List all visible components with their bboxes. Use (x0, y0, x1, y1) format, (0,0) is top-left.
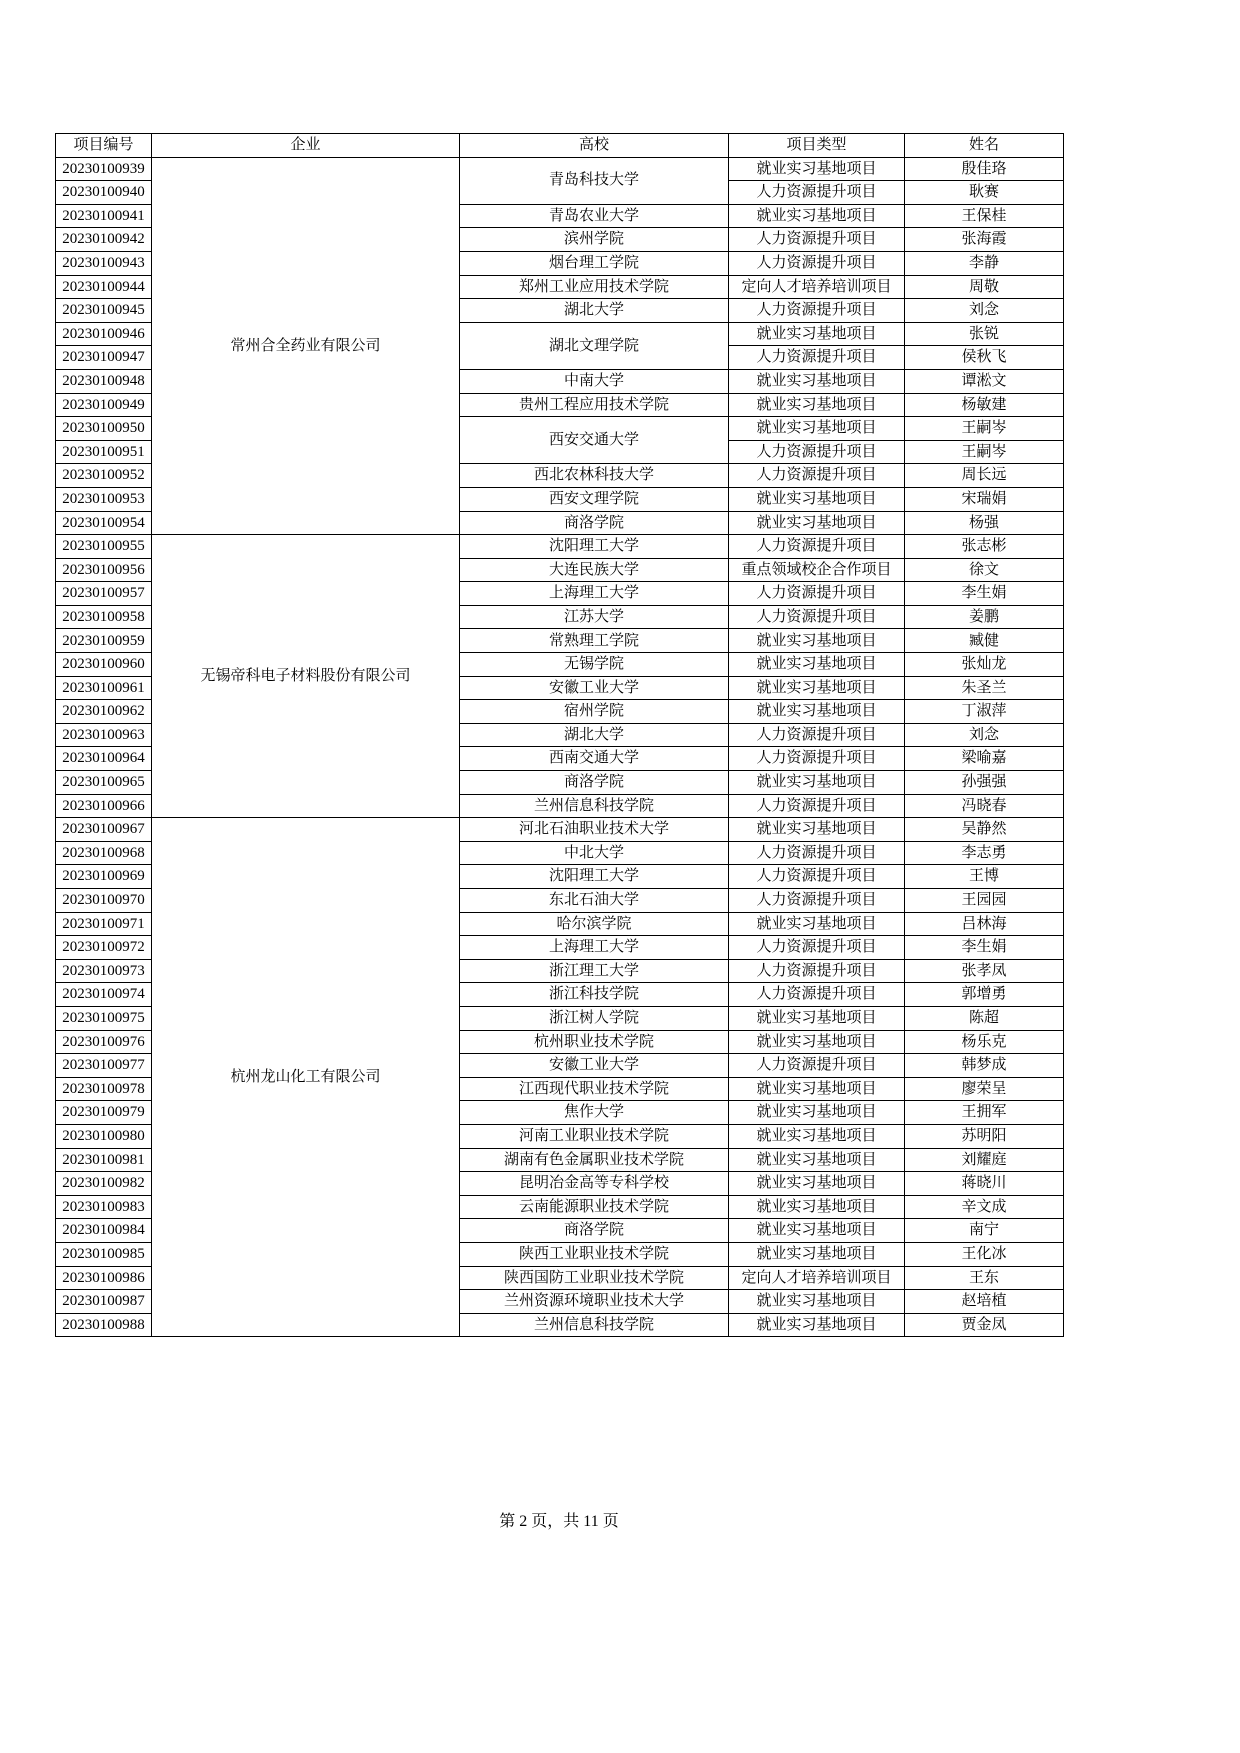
school-cell: 河北石油职业技术大学 (460, 818, 729, 842)
school-cell: 宿州学院 (460, 700, 729, 724)
school-cell: 湖北大学 (460, 299, 729, 323)
name-cell: 王拥军 (905, 1101, 1064, 1125)
school-cell: 商洛学院 (460, 511, 729, 535)
project-id-cell: 20230100945 (56, 299, 152, 323)
name-cell: 王博 (905, 865, 1064, 889)
project-type-cell: 就业实习基地项目 (729, 1148, 905, 1172)
project-id-cell: 20230100956 (56, 558, 152, 582)
table-row (56, 157, 1064, 181)
name-cell: 王化冰 (905, 1242, 1064, 1266)
project-id-cell: 20230100951 (56, 440, 152, 464)
name-cell: 刘念 (905, 723, 1064, 747)
project-id-cell: 20230100942 (56, 228, 152, 252)
project-type-cell: 就业实习基地项目 (729, 1290, 905, 1314)
project-id-cell: 20230100975 (56, 1006, 152, 1030)
project-type-cell: 定向人才培养培训项目 (729, 275, 905, 299)
project-type-cell: 人力资源提升项目 (729, 440, 905, 464)
project-type-cell: 就业实习基地项目 (729, 1172, 905, 1196)
header-row (56, 134, 1064, 158)
name-cell: 廖荣呈 (905, 1077, 1064, 1101)
school-cell: 无锡学院 (460, 653, 729, 677)
project-id-cell: 20230100988 (56, 1313, 152, 1337)
name-cell: 杨敏建 (905, 393, 1064, 417)
column-header: 企业 (152, 134, 460, 158)
project-type-cell: 人力资源提升项目 (729, 346, 905, 370)
project-type-cell: 人力资源提升项目 (729, 1054, 905, 1078)
project-id-cell: 20230100987 (56, 1290, 152, 1314)
project-type-cell: 就业实习基地项目 (729, 1124, 905, 1148)
name-cell: 耿赛 (905, 181, 1064, 205)
project-id-cell: 20230100963 (56, 723, 152, 747)
project-type-cell: 就业实习基地项目 (729, 157, 905, 181)
school-cell: 东北石油大学 (460, 889, 729, 913)
project-id-cell: 20230100957 (56, 582, 152, 606)
name-cell: 张海霞 (905, 228, 1064, 252)
name-cell: 王园园 (905, 889, 1064, 913)
school-cell: 贵州工程应用技术学院 (460, 393, 729, 417)
project-id-cell: 20230100961 (56, 676, 152, 700)
project-id-cell: 20230100946 (56, 322, 152, 346)
school-cell: 西安交通大学 (460, 417, 729, 464)
school-cell: 兰州信息科技学院 (460, 794, 729, 818)
project-type-cell: 人力资源提升项目 (729, 605, 905, 629)
table-header (56, 134, 1064, 158)
project-id-cell: 20230100953 (56, 487, 152, 511)
project-id-cell: 20230100940 (56, 181, 152, 205)
project-id-cell: 20230100966 (56, 794, 152, 818)
project-id-cell: 20230100955 (56, 535, 152, 559)
project-id-cell: 20230100981 (56, 1148, 152, 1172)
page-number: 第 2 页，共 11 页 (499, 1513, 619, 1530)
name-cell: 梁喻嘉 (905, 747, 1064, 771)
name-cell: 吴静然 (905, 818, 1064, 842)
project-type-cell: 定向人才培养培训项目 (729, 1266, 905, 1290)
company-cell: 杭州龙山化工有限公司 (152, 818, 460, 1337)
project-type-cell: 就业实习基地项目 (729, 771, 905, 795)
project-id-cell: 20230100941 (56, 204, 152, 228)
school-cell: 西南交通大学 (460, 747, 729, 771)
name-cell: 杨乐克 (905, 1030, 1064, 1054)
school-cell: 常熟理工学院 (460, 629, 729, 653)
project-id-cell: 20230100939 (56, 157, 152, 181)
name-cell: 郭增勇 (905, 983, 1064, 1007)
column-header: 姓名 (905, 134, 1064, 158)
project-type-cell: 人力资源提升项目 (729, 841, 905, 865)
name-cell: 冯晓春 (905, 794, 1064, 818)
school-cell: 上海理工大学 (460, 936, 729, 960)
name-cell: 丁淑萍 (905, 700, 1064, 724)
school-cell: 安徽工业大学 (460, 676, 729, 700)
school-cell: 杭州职业技术学院 (460, 1030, 729, 1054)
project-type-cell: 人力资源提升项目 (729, 299, 905, 323)
name-cell: 张孝凤 (905, 959, 1064, 983)
school-cell: 哈尔滨学院 (460, 912, 729, 936)
column-header: 高校 (460, 134, 729, 158)
name-cell: 王嗣岑 (905, 417, 1064, 441)
name-cell: 周长远 (905, 464, 1064, 488)
name-cell: 张锐 (905, 322, 1064, 346)
project-type-cell: 就业实习基地项目 (729, 369, 905, 393)
company-cell: 无锡帝科电子材料股份有限公司 (152, 535, 460, 818)
project-type-cell: 就业实习基地项目 (729, 322, 905, 346)
project-id-cell: 20230100986 (56, 1266, 152, 1290)
school-cell: 青岛农业大学 (460, 204, 729, 228)
project-type-cell: 人力资源提升项目 (729, 983, 905, 1007)
project-id-cell: 20230100964 (56, 747, 152, 771)
name-cell: 王保桂 (905, 204, 1064, 228)
name-cell: 韩梦成 (905, 1054, 1064, 1078)
project-id-cell: 20230100980 (56, 1124, 152, 1148)
project-id-cell: 20230100949 (56, 393, 152, 417)
project-id-cell: 20230100974 (56, 983, 152, 1007)
project-id-cell: 20230100948 (56, 369, 152, 393)
school-cell: 安徽工业大学 (460, 1054, 729, 1078)
project-type-cell: 人力资源提升项目 (729, 959, 905, 983)
project-id-cell: 20230100958 (56, 605, 152, 629)
school-cell: 滨州学院 (460, 228, 729, 252)
project-type-cell: 就业实习基地项目 (729, 653, 905, 677)
project-type-cell: 就业实习基地项目 (729, 912, 905, 936)
project-id-cell: 20230100968 (56, 841, 152, 865)
project-id-cell: 20230100967 (56, 818, 152, 842)
table-row (56, 818, 1064, 842)
project-type-cell: 人力资源提升项目 (729, 251, 905, 275)
project-type-cell: 就业实习基地项目 (729, 1219, 905, 1243)
company-cell: 常州合全药业有限公司 (152, 157, 460, 535)
project-type-cell: 人力资源提升项目 (729, 181, 905, 205)
name-cell: 朱圣兰 (905, 676, 1064, 700)
project-id-cell: 20230100984 (56, 1219, 152, 1243)
school-cell: 兰州信息科技学院 (460, 1313, 729, 1337)
name-cell: 宋瑞娟 (905, 487, 1064, 511)
school-cell: 湖北文理学院 (460, 322, 729, 369)
project-type-cell: 就业实习基地项目 (729, 511, 905, 535)
project-id-cell: 20230100971 (56, 912, 152, 936)
name-cell: 蒋晓川 (905, 1172, 1064, 1196)
school-cell: 云南能源职业技术学院 (460, 1195, 729, 1219)
project-type-cell: 就业实习基地项目 (729, 700, 905, 724)
project-type-cell: 就业实习基地项目 (729, 1030, 905, 1054)
school-cell: 西北农林科技大学 (460, 464, 729, 488)
school-cell: 中北大学 (460, 841, 729, 865)
school-cell: 湖北大学 (460, 723, 729, 747)
school-cell: 浙江理工大学 (460, 959, 729, 983)
name-cell: 殷佳珞 (905, 157, 1064, 181)
project-type-cell: 就业实习基地项目 (729, 1195, 905, 1219)
name-cell: 姜鹏 (905, 605, 1064, 629)
name-cell: 李静 (905, 251, 1064, 275)
project-id-cell: 20230100943 (56, 251, 152, 275)
project-type-cell: 就业实习基地项目 (729, 204, 905, 228)
project-id-cell: 20230100982 (56, 1172, 152, 1196)
name-cell: 王嗣岑 (905, 440, 1064, 464)
school-cell: 青岛科技大学 (460, 157, 729, 204)
name-cell: 吕林海 (905, 912, 1064, 936)
school-cell: 商洛学院 (460, 771, 729, 795)
school-cell: 中南大学 (460, 369, 729, 393)
project-id-cell: 20230100983 (56, 1195, 152, 1219)
name-cell: 南宁 (905, 1219, 1064, 1243)
name-cell: 贾金凤 (905, 1313, 1064, 1337)
project-type-cell: 就业实习基地项目 (729, 818, 905, 842)
project-id-cell: 20230100979 (56, 1101, 152, 1125)
project-type-cell: 人力资源提升项目 (729, 582, 905, 606)
project-type-cell: 人力资源提升项目 (729, 865, 905, 889)
name-cell: 张灿龙 (905, 653, 1064, 677)
project-id-cell: 20230100977 (56, 1054, 152, 1078)
school-cell: 江苏大学 (460, 605, 729, 629)
project-id-cell: 20230100969 (56, 865, 152, 889)
project-id-cell: 20230100947 (56, 346, 152, 370)
name-cell: 王东 (905, 1266, 1064, 1290)
project-id-cell: 20230100960 (56, 653, 152, 677)
project-type-cell: 就业实习基地项目 (729, 487, 905, 511)
school-cell: 沈阳理工大学 (460, 535, 729, 559)
name-cell: 苏明阳 (905, 1124, 1064, 1148)
project-id-cell: 20230100970 (56, 889, 152, 913)
project-id-cell: 20230100962 (56, 700, 152, 724)
school-cell: 烟台理工学院 (460, 251, 729, 275)
project-type-cell: 人力资源提升项目 (729, 228, 905, 252)
name-cell: 辛文成 (905, 1195, 1064, 1219)
school-cell: 浙江树人学院 (460, 1006, 729, 1030)
projects-table (55, 133, 1064, 1337)
project-id-cell: 20230100950 (56, 417, 152, 441)
school-cell: 兰州资源环境职业技术大学 (460, 1290, 729, 1314)
project-type-cell: 人力资源提升项目 (729, 794, 905, 818)
name-cell: 刘耀庭 (905, 1148, 1064, 1172)
school-cell: 河南工业职业技术学院 (460, 1124, 729, 1148)
name-cell: 徐文 (905, 558, 1064, 582)
school-cell: 上海理工大学 (460, 582, 729, 606)
project-type-cell: 就业实习基地项目 (729, 676, 905, 700)
school-cell: 陕西工业职业技术学院 (460, 1242, 729, 1266)
project-type-cell: 人力资源提升项目 (729, 723, 905, 747)
name-cell: 李志勇 (905, 841, 1064, 865)
name-cell: 陈超 (905, 1006, 1064, 1030)
school-cell: 大连民族大学 (460, 558, 729, 582)
school-cell: 湖南有色金属职业技术学院 (460, 1148, 729, 1172)
project-type-cell: 就业实习基地项目 (729, 1077, 905, 1101)
school-cell: 昆明冶金高等专科学校 (460, 1172, 729, 1196)
school-cell: 浙江科技学院 (460, 983, 729, 1007)
table-row (56, 535, 1064, 559)
column-header: 项目类型 (729, 134, 905, 158)
school-cell: 陕西国防工业职业技术学院 (460, 1266, 729, 1290)
project-type-cell: 就业实习基地项目 (729, 629, 905, 653)
project-type-cell: 就业实习基地项目 (729, 1313, 905, 1337)
project-id-cell: 20230100959 (56, 629, 152, 653)
column-header: 项目编号 (56, 134, 152, 158)
name-cell: 张志彬 (905, 535, 1064, 559)
project-type-cell: 人力资源提升项目 (729, 535, 905, 559)
school-cell: 西安文理学院 (460, 487, 729, 511)
name-cell: 臧健 (905, 629, 1064, 653)
name-cell: 刘念 (905, 299, 1064, 323)
name-cell: 周敬 (905, 275, 1064, 299)
name-cell: 赵培植 (905, 1290, 1064, 1314)
school-cell: 焦作大学 (460, 1101, 729, 1125)
project-id-cell: 20230100973 (56, 959, 152, 983)
project-type-cell: 人力资源提升项目 (729, 889, 905, 913)
project-id-cell: 20230100985 (56, 1242, 152, 1266)
project-id-cell: 20230100944 (56, 275, 152, 299)
project-type-cell: 就业实习基地项目 (729, 393, 905, 417)
project-id-cell: 20230100976 (56, 1030, 152, 1054)
school-cell: 商洛学院 (460, 1219, 729, 1243)
school-cell: 郑州工业应用技术学院 (460, 275, 729, 299)
project-type-cell: 就业实习基地项目 (729, 417, 905, 441)
name-cell: 谭淞文 (905, 369, 1064, 393)
name-cell: 侯秋飞 (905, 346, 1064, 370)
school-cell: 江西现代职业技术学院 (460, 1077, 729, 1101)
project-type-cell: 就业实习基地项目 (729, 1006, 905, 1030)
project-type-cell: 人力资源提升项目 (729, 936, 905, 960)
table-body (56, 157, 1064, 1337)
project-type-cell: 人力资源提升项目 (729, 464, 905, 488)
project-type-cell: 重点领域校企合作项目 (729, 558, 905, 582)
name-cell: 杨强 (905, 511, 1064, 535)
school-cell: 沈阳理工大学 (460, 865, 729, 889)
name-cell: 李生娟 (905, 936, 1064, 960)
project-id-cell: 20230100952 (56, 464, 152, 488)
project-type-cell: 就业实习基地项目 (729, 1101, 905, 1125)
project-id-cell: 20230100978 (56, 1077, 152, 1101)
project-id-cell: 20230100965 (56, 771, 152, 795)
name-cell: 李生娟 (905, 582, 1064, 606)
project-type-cell: 就业实习基地项目 (729, 1242, 905, 1266)
name-cell: 孙强强 (905, 771, 1064, 795)
project-id-cell: 20230100954 (56, 511, 152, 535)
project-id-cell: 20230100972 (56, 936, 152, 960)
project-type-cell: 人力资源提升项目 (729, 747, 905, 771)
